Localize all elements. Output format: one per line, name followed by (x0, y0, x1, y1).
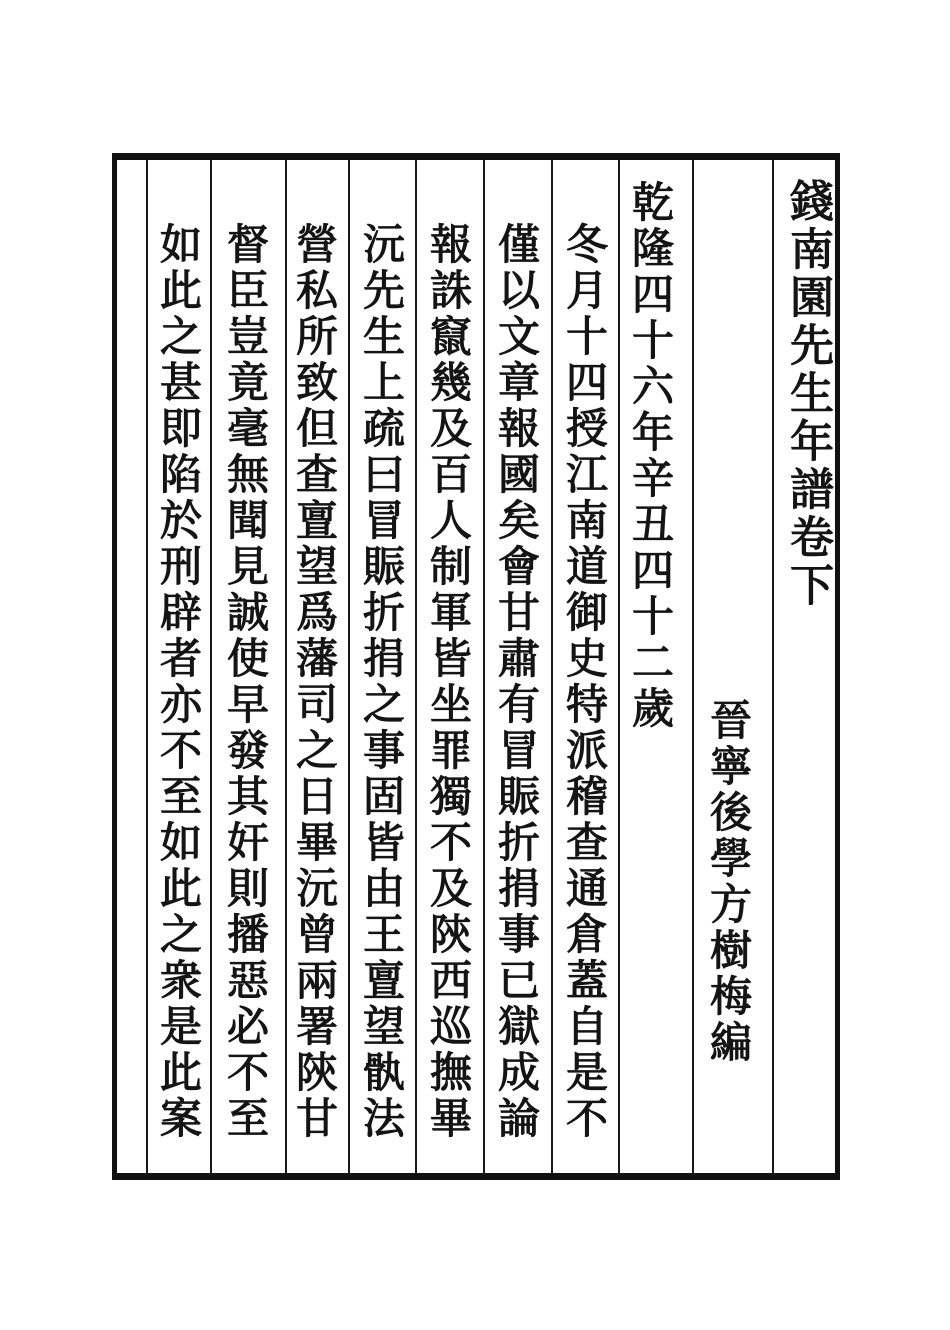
text-column-3: 報誅竄幾及百人制軍皆坐罪獨不及陝西巡撫畢 (424, 222, 473, 1142)
column-rule (551, 160, 553, 1173)
text-column-1: 冬月十四授江南道御史特派稽查通倉蓋自是不 (560, 222, 609, 1142)
column-rule (210, 160, 212, 1173)
column-rule (618, 160, 620, 1173)
author-line: 晉寧後學方樹梅編 (704, 698, 753, 1066)
year-heading: 乾隆四十六年辛丑四十二歲 (626, 180, 675, 732)
book-title: 錢南園先生年譜卷下 (782, 178, 833, 610)
column-rule (483, 160, 485, 1173)
text-column-2: 僅以文章報國矣會甘肅有冒賑折捐事已獄成論 (492, 222, 541, 1142)
text-frame (112, 153, 840, 1180)
text-column-6: 督臣豈竟毫無聞見誠使早發其奸則播惡必不至 (221, 222, 270, 1142)
column-rule (772, 160, 774, 1173)
column-rule (348, 160, 350, 1173)
column-rule (692, 160, 694, 1173)
text-column-7: 如此之甚即陷於刑辟者亦不至如此之衆是此案 (154, 222, 203, 1142)
text-column-5: 營私所致但查亶望爲藩司之日畢沅曾兩署陝甘 (290, 222, 339, 1142)
column-rule (146, 160, 148, 1173)
text-column-4: 沅先生上疏曰冒賑折捐之事固皆由王亶望骫法 (357, 222, 406, 1142)
column-rule (415, 160, 417, 1173)
column-rule (285, 160, 287, 1173)
